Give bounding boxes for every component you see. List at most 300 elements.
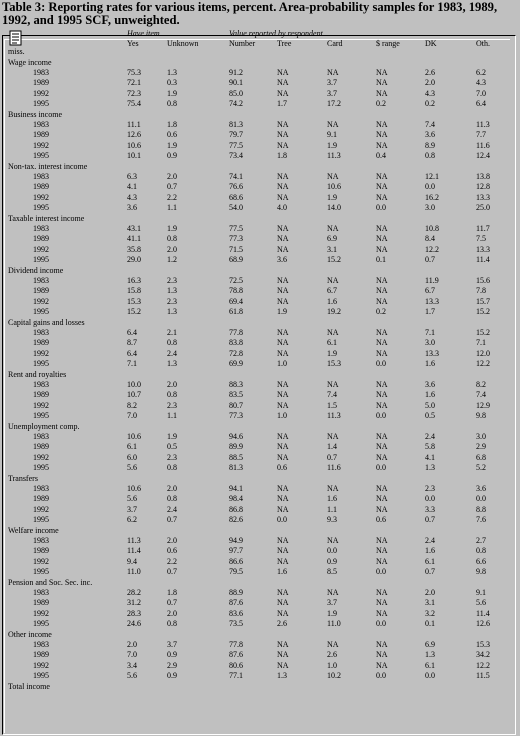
value-cell: 15.2 [476, 306, 490, 316]
value-cell: 10.6 [127, 432, 141, 442]
value-cell: 6.1 [327, 338, 337, 348]
value-cell: 6.4 [127, 348, 137, 358]
value-cell: 6.1 [425, 660, 435, 670]
value-cell: 80.6 [229, 660, 243, 670]
value-cell: NA [376, 328, 388, 338]
value-cell: 0.6 [277, 462, 287, 472]
value-cell: 1.3 [425, 462, 435, 472]
value-cell: 11.5 [476, 670, 490, 680]
value-cell: 4.1 [127, 182, 137, 192]
value-cell: 10.6 [127, 484, 141, 494]
value-cell: 15.3 [127, 296, 141, 306]
value-cell: 28.2 [127, 588, 141, 598]
value-cell: 69.9 [229, 358, 243, 368]
value-cell: 2.0 [167, 380, 177, 390]
value-cell: 7.6 [476, 514, 486, 524]
value-cell: 29.0 [127, 254, 141, 264]
value-cell: 5.2 [476, 462, 486, 472]
value-cell: 10.6 [127, 140, 141, 150]
value-cell: 0.8 [167, 338, 177, 348]
year-cell: 1983 [33, 484, 49, 494]
value-cell: 77.5 [229, 224, 243, 234]
value-cell: 1.9 [167, 140, 177, 150]
year-cell: 1992 [33, 348, 49, 358]
value-cell: 6.9 [425, 640, 435, 650]
year-cell: 1983 [33, 588, 49, 598]
section-label: Taxable interest income [8, 214, 85, 223]
value-cell: NA [277, 400, 289, 410]
value-cell: 1.9 [167, 88, 177, 98]
value-cell: 0.6 [167, 546, 177, 556]
value-cell: 1.0 [277, 358, 287, 368]
value-cell: 12.6 [127, 130, 141, 140]
value-cell: 82.6 [229, 514, 243, 524]
year-cell: 1983 [33, 224, 49, 234]
value-cell: 12.8 [476, 182, 490, 192]
value-cell: 72.8 [229, 348, 243, 358]
value-cell: 8.4 [425, 234, 435, 244]
value-cell: 9.1 [476, 588, 486, 598]
value-cell: 19.2 [327, 306, 341, 316]
value-cell: 97.7 [229, 546, 243, 556]
value-cell: NA [327, 68, 339, 78]
value-cell: 0.0 [376, 358, 386, 368]
value-cell: 11.4 [476, 608, 490, 618]
value-cell: NA [376, 660, 388, 670]
value-cell: 0.0 [376, 670, 386, 680]
value-cell: NA [277, 598, 289, 608]
value-cell: NA [376, 234, 388, 244]
group-header-have-item: Have item [127, 29, 160, 38]
value-cell: 11.4 [476, 254, 490, 264]
year-cell: 1995 [33, 566, 49, 576]
value-cell: 2.3 [167, 276, 177, 286]
value-cell: 12.4 [476, 150, 490, 160]
value-cell: 12.2 [425, 244, 439, 254]
value-cell: 1.6 [425, 358, 435, 368]
year-cell: 1989 [33, 286, 49, 296]
value-cell: 24.6 [127, 618, 141, 628]
value-cell: 1.7 [425, 306, 435, 316]
year-cell: 1992 [33, 504, 49, 514]
value-cell: NA [376, 296, 388, 306]
value-cell: 1.3 [167, 286, 177, 296]
value-cell: 35.8 [127, 244, 141, 254]
value-cell: 12.0 [476, 348, 490, 358]
value-cell: 72.5 [229, 276, 243, 286]
value-cell: NA [376, 338, 388, 348]
year-cell: 1989 [33, 494, 49, 504]
value-cell: 1.7 [277, 98, 287, 108]
value-cell: 0.8 [167, 98, 177, 108]
column-header-number: Number [229, 39, 256, 48]
value-cell: 0.2 [376, 98, 386, 108]
value-cell: 72.1 [127, 78, 141, 88]
value-cell: 13.3 [476, 244, 490, 254]
value-cell: 7.8 [476, 286, 486, 296]
column-header-yes: Yes [127, 39, 139, 48]
value-cell: 12.1 [425, 172, 439, 182]
value-cell: 0.7 [425, 254, 435, 264]
year-cell: 1992 [33, 140, 49, 150]
value-cell: 7.4 [327, 390, 337, 400]
year-cell: 1983 [33, 68, 49, 78]
value-cell: 0.8 [167, 390, 177, 400]
value-cell: 6.7 [327, 286, 337, 296]
value-cell: 88.3 [229, 380, 243, 390]
value-cell: 74.2 [229, 98, 243, 108]
value-cell: 7.1 [425, 328, 435, 338]
value-cell: 2.4 [167, 504, 177, 514]
value-cell: 2.0 [425, 78, 435, 88]
value-cell: NA [277, 286, 289, 296]
value-cell: NA [376, 432, 388, 442]
value-cell: 2.0 [127, 640, 137, 650]
year-cell: 1983 [33, 380, 49, 390]
document-icon[interactable] [9, 30, 23, 46]
value-cell: 3.4 [127, 660, 137, 670]
value-cell: 81.3 [229, 462, 243, 472]
value-cell: 11.6 [327, 462, 341, 472]
value-cell: 1.9 [327, 348, 337, 358]
value-cell: 0.8 [167, 234, 177, 244]
value-cell: NA [376, 608, 388, 618]
value-cell: 0.7 [167, 598, 177, 608]
value-cell: NA [327, 224, 339, 234]
value-cell: 94.9 [229, 536, 243, 546]
value-cell: NA [376, 224, 388, 234]
year-cell: 1989 [33, 130, 49, 140]
value-cell: NA [376, 588, 388, 598]
value-cell: 68.9 [229, 254, 243, 264]
value-cell: 7.0 [127, 410, 137, 420]
section-label: Capital gains and losses [8, 318, 85, 327]
value-cell: 6.2 [476, 68, 486, 78]
value-cell: 15.8 [127, 286, 141, 296]
value-cell: 4.3 [127, 192, 137, 202]
column-header-unknown: Unknown [167, 39, 199, 48]
year-cell: 1989 [33, 650, 49, 660]
value-cell: 34.2 [476, 650, 490, 660]
value-cell: 0.6 [376, 514, 386, 524]
value-cell: 3.7 [327, 598, 337, 608]
value-cell: 74.1 [229, 172, 243, 182]
year-cell: 1983 [33, 276, 49, 286]
value-cell: 11.0 [127, 566, 141, 576]
value-cell: NA [376, 192, 388, 202]
value-cell: 13.3 [425, 296, 439, 306]
year-cell: 1995 [33, 618, 49, 628]
value-cell: NA [277, 588, 289, 598]
column-header-dollar-range: $ range [376, 39, 400, 48]
value-cell: NA [327, 328, 339, 338]
value-cell: 11.9 [425, 276, 439, 286]
value-cell: 1.1 [167, 202, 177, 212]
value-cell: 90.1 [229, 78, 243, 88]
value-cell: 87.6 [229, 598, 243, 608]
value-cell: 15.3 [327, 358, 341, 368]
value-cell: 10.1 [127, 150, 141, 160]
value-cell: 75.4 [127, 98, 141, 108]
value-cell: 15.2 [327, 254, 341, 264]
value-cell: 81.3 [229, 120, 243, 130]
value-cell: NA [277, 234, 289, 244]
value-cell: 7.4 [425, 120, 435, 130]
value-cell: NA [327, 484, 339, 494]
value-cell: NA [277, 68, 289, 78]
value-cell: 3.7 [127, 504, 137, 514]
value-cell: NA [327, 120, 339, 130]
value-cell: 98.4 [229, 494, 243, 504]
value-cell: NA [327, 536, 339, 546]
value-cell: 0.9 [327, 556, 337, 566]
value-cell: 2.9 [167, 660, 177, 670]
value-cell: NA [277, 192, 289, 202]
year-cell: 1989 [33, 598, 49, 608]
value-cell: 10.6 [327, 182, 341, 192]
year-cell: 1983 [33, 172, 49, 182]
value-cell: 0.2 [376, 306, 386, 316]
section-label: Non-tax. interest income [8, 162, 88, 171]
value-cell: 1.3 [167, 358, 177, 368]
value-cell: 0.0 [376, 202, 386, 212]
group-header-value-reported: Value reported by respondent [229, 29, 323, 38]
value-cell: 0.0 [376, 462, 386, 472]
value-cell: NA [327, 640, 339, 650]
value-cell: 41.1 [127, 234, 141, 244]
value-cell: 6.0 [127, 452, 137, 462]
table-title: Table 3: Reporting rates for various items, percent. Area-probability samples for 1983, 1989, 1992, and 1995 SCF, unweighted. [2, 0, 498, 27]
miss-label: miss. [8, 47, 25, 56]
value-cell: NA [277, 120, 289, 130]
value-cell: 77.3 [229, 234, 243, 244]
value-cell: 3.2 [425, 608, 435, 618]
value-cell: 0.8 [167, 462, 177, 472]
value-cell: NA [277, 536, 289, 546]
value-cell: 0.3 [167, 78, 177, 88]
value-cell: 76.6 [229, 182, 243, 192]
value-cell: 0.9 [167, 650, 177, 660]
year-cell: 1989 [33, 78, 49, 88]
value-cell: 86.8 [229, 504, 243, 514]
year-cell: 1995 [33, 306, 49, 316]
value-cell: 3.6 [277, 254, 287, 264]
value-cell: 1.9 [167, 432, 177, 442]
value-cell: 8.7 [127, 338, 137, 348]
value-cell: NA [277, 494, 289, 504]
value-cell: NA [376, 484, 388, 494]
value-cell: 1.8 [277, 150, 287, 160]
value-cell: 6.4 [476, 98, 486, 108]
value-cell: NA [277, 390, 289, 400]
value-cell: 77.8 [229, 328, 243, 338]
value-cell: 2.3 [167, 296, 177, 306]
value-cell: 2.0 [167, 608, 177, 618]
value-cell: 11.1 [127, 120, 141, 130]
value-cell: 4.3 [476, 78, 486, 88]
value-cell: 11.3 [476, 120, 490, 130]
value-cell: 2.0 [167, 484, 177, 494]
value-cell: 1.6 [425, 546, 435, 556]
value-cell: NA [376, 504, 388, 514]
value-cell: 2.4 [425, 432, 435, 442]
value-cell: 3.1 [327, 244, 337, 254]
value-cell: NA [277, 130, 289, 140]
value-cell: 13.3 [425, 348, 439, 358]
year-cell: 1995 [33, 98, 49, 108]
value-cell: 2.2 [167, 556, 177, 566]
value-cell: 7.5 [476, 234, 486, 244]
value-cell: 5.6 [476, 598, 486, 608]
section-label: Welfare income [8, 526, 59, 535]
value-cell: 1.6 [277, 566, 287, 576]
value-cell: 28.3 [127, 608, 141, 618]
value-cell: 1.6 [327, 494, 337, 504]
value-cell: 12.2 [476, 660, 490, 670]
value-cell: 8.5 [327, 566, 337, 576]
value-cell: 12.9 [476, 400, 490, 410]
year-cell: 1989 [33, 338, 49, 348]
section-label: Rent and royalties [8, 370, 67, 379]
value-cell: 13.8 [476, 172, 490, 182]
value-cell: NA [277, 608, 289, 618]
value-cell: NA [327, 588, 339, 598]
value-cell: 7.0 [476, 88, 486, 98]
value-cell: NA [376, 400, 388, 410]
year-cell: 1992 [33, 244, 49, 254]
value-cell: NA [376, 494, 388, 504]
value-cell: 0.0 [327, 546, 337, 556]
year-cell: 1995 [33, 670, 49, 680]
value-cell: NA [277, 380, 289, 390]
value-cell: 89.9 [229, 442, 243, 452]
section-label: Transfers [8, 474, 38, 483]
year-cell: 1983 [33, 328, 49, 338]
value-cell: 43.1 [127, 224, 141, 234]
value-cell: 0.1 [425, 618, 435, 628]
value-cell: NA [376, 390, 388, 400]
value-cell: NA [277, 182, 289, 192]
value-cell: 11.3 [127, 536, 141, 546]
value-cell: 0.0 [425, 494, 435, 504]
column-header-dk: DK [425, 39, 437, 48]
value-cell: 15.6 [476, 276, 490, 286]
value-cell: 3.0 [476, 432, 486, 442]
value-cell: 0.7 [327, 452, 337, 462]
column-header-tree: Tree [277, 39, 292, 48]
value-cell: 0.0 [425, 182, 435, 192]
value-cell: 0.6 [167, 130, 177, 140]
year-cell: 1995 [33, 202, 49, 212]
value-cell: 0.4 [376, 150, 386, 160]
section-label: Business income [8, 110, 62, 119]
value-cell: NA [277, 640, 289, 650]
value-cell: NA [376, 556, 388, 566]
value-cell: NA [327, 380, 339, 390]
value-cell: 1.9 [167, 224, 177, 234]
value-cell: 78.8 [229, 286, 243, 296]
value-cell: 6.1 [127, 442, 137, 452]
value-cell: 9.8 [476, 566, 486, 576]
value-cell: 5.8 [425, 442, 435, 452]
value-cell: 2.1 [167, 328, 177, 338]
value-cell: 0.8 [167, 494, 177, 504]
value-cell: 9.1 [327, 130, 337, 140]
year-cell: 1992 [33, 296, 49, 306]
value-cell: NA [376, 68, 388, 78]
value-cell: NA [376, 140, 388, 150]
year-cell: 1992 [33, 608, 49, 618]
value-cell: 3.1 [425, 598, 435, 608]
value-cell: NA [376, 120, 388, 130]
section-label: Unemployment comp. [8, 422, 80, 431]
value-cell: 7.1 [127, 358, 137, 368]
year-cell: 1983 [33, 536, 49, 546]
year-cell: 1992 [33, 556, 49, 566]
value-cell: NA [277, 442, 289, 452]
value-cell: 1.4 [327, 442, 337, 452]
value-cell: NA [376, 546, 388, 556]
value-cell: 12.6 [476, 618, 490, 628]
value-cell: 77.1 [229, 670, 243, 680]
value-cell: 94.1 [229, 484, 243, 494]
value-cell: NA [277, 140, 289, 150]
value-cell: 3.7 [327, 78, 337, 88]
value-cell: 0.2 [425, 98, 435, 108]
value-cell: 2.3 [425, 484, 435, 494]
value-cell: 3.0 [425, 338, 435, 348]
value-cell: NA [277, 660, 289, 670]
value-cell: 2.9 [476, 442, 486, 452]
value-cell: NA [376, 650, 388, 660]
value-cell: 1.3 [425, 650, 435, 660]
value-cell: 7.4 [476, 390, 486, 400]
value-cell: 6.8 [476, 452, 486, 462]
value-cell: NA [277, 78, 289, 88]
value-cell: 9.4 [127, 556, 137, 566]
value-cell: 11.3 [327, 150, 341, 160]
value-cell: 25.0 [476, 202, 490, 212]
value-cell: NA [376, 130, 388, 140]
value-cell: 10.0 [127, 380, 141, 390]
value-cell: 0.7 [167, 566, 177, 576]
year-cell: 1992 [33, 192, 49, 202]
value-cell: 1.6 [425, 390, 435, 400]
value-cell: 12.2 [476, 358, 490, 368]
value-cell: NA [277, 296, 289, 306]
value-cell: 3.7 [167, 640, 177, 650]
value-cell: NA [376, 172, 388, 182]
value-cell: 15.2 [476, 328, 490, 338]
value-cell: NA [376, 442, 388, 452]
year-cell: 1992 [33, 88, 49, 98]
value-cell: 83.8 [229, 338, 243, 348]
year-cell: 1989 [33, 182, 49, 192]
value-cell: 0.7 [167, 182, 177, 192]
value-cell: 5.6 [127, 494, 137, 504]
value-cell: 2.3 [167, 400, 177, 410]
value-cell: NA [376, 640, 388, 650]
value-cell: NA [277, 504, 289, 514]
value-cell: 7.7 [476, 130, 486, 140]
value-cell: 31.2 [127, 598, 141, 608]
value-cell: 11.6 [476, 140, 490, 150]
value-cell: 15.7 [476, 296, 490, 306]
value-cell: 9.3 [327, 514, 337, 524]
value-cell: 16.3 [127, 276, 141, 286]
value-cell: 0.5 [425, 410, 435, 420]
value-cell: 4.0 [277, 202, 287, 212]
